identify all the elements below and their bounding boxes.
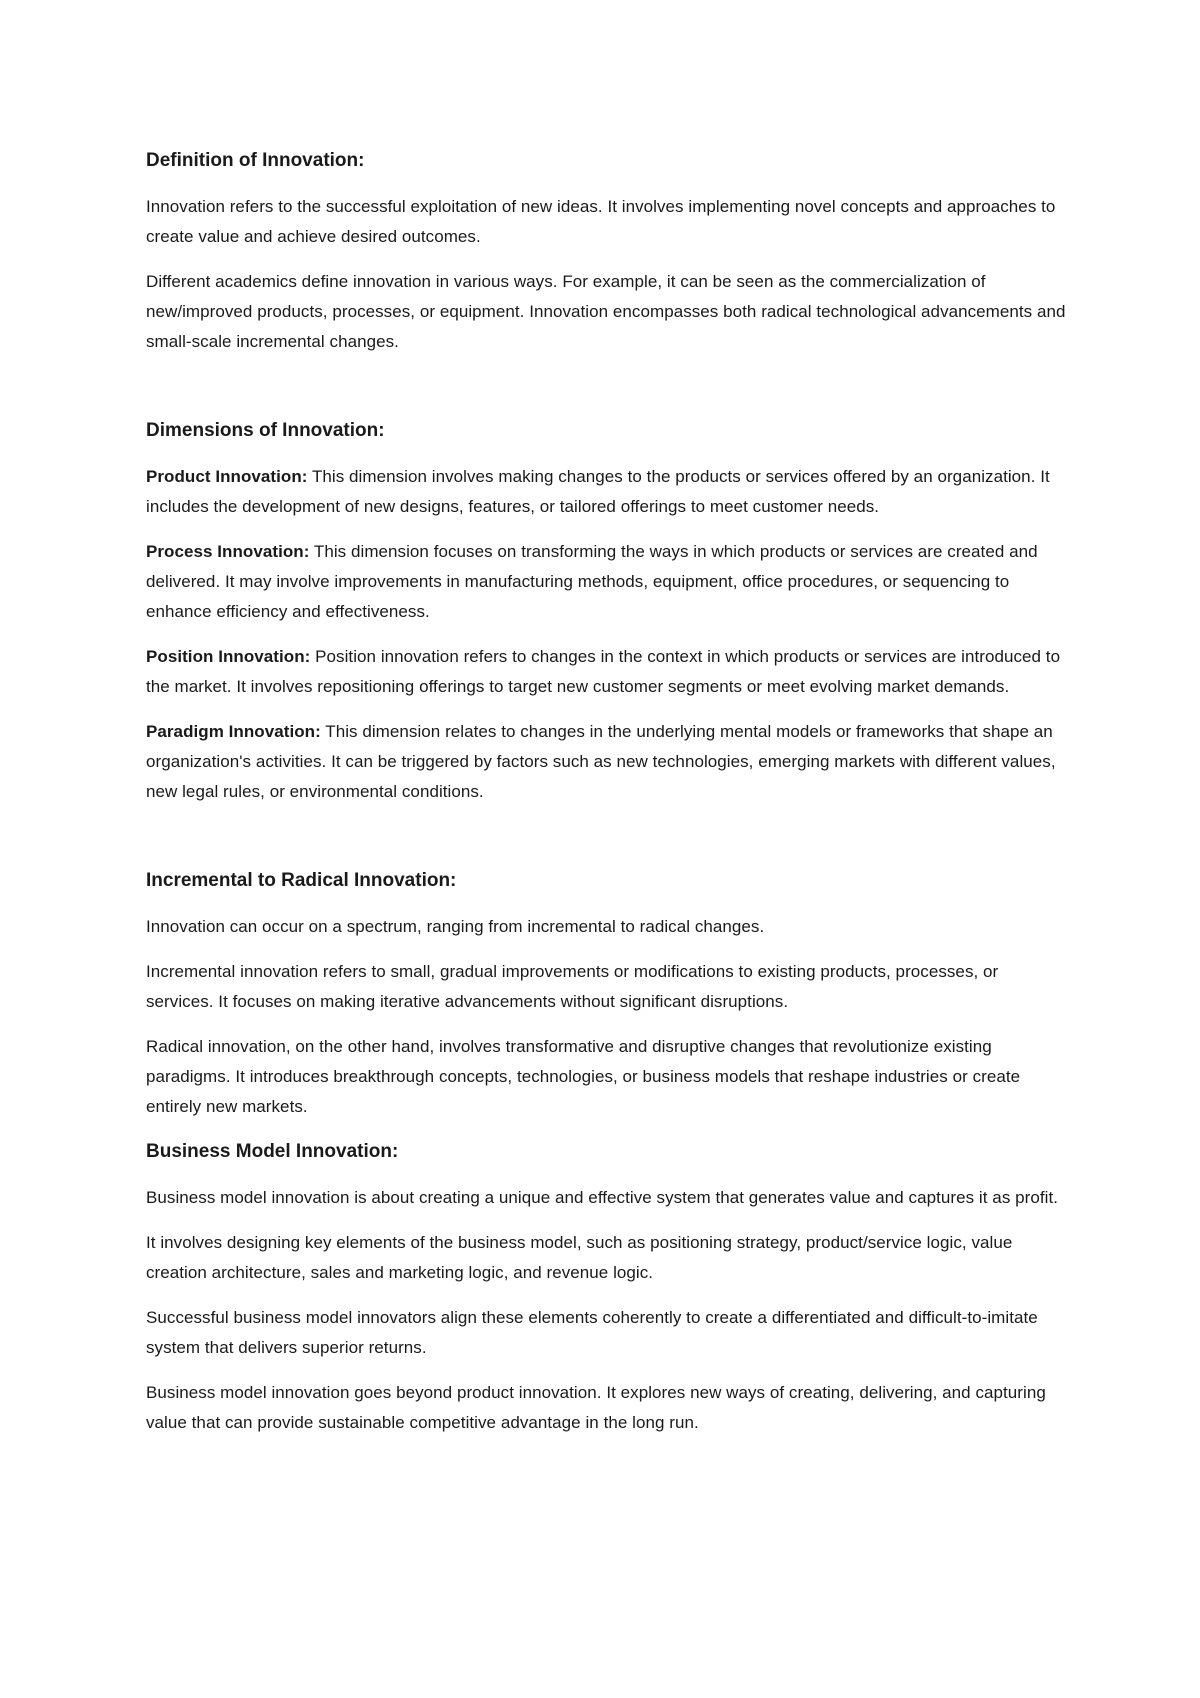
section-definition (146, 149, 1066, 357)
section-incremental (146, 869, 1066, 1122)
paragraph: Radical innovation, on the other hand, involves transformative and disruptive changes that revolutionize existing paradigms. It introduces breakthrough concepts, technologies, or business models that reshape industries or create entirely new markets. (146, 1037, 1021, 1116)
paragraph: Different academics define innovation in various ways. For example, it can be seen as the commercialization of new/improved products, processes, or equipment. Innovation encompasses both radical technological advancements and small-scale incremental changes. (146, 272, 1066, 351)
dimension-text: This dimension relates to changes in the underlying mental models or frameworks that shape an organization's activities. It can be triggered by factors such as new technologies, emerging markets with different values, new legal rules, or environmental conditions. (146, 722, 1056, 801)
dimension-label: Product Innovation: (146, 467, 308, 486)
dimension-text: This dimension involves making changes to the products or services offered by an organization. It includes the development of new designs, features, or tailored offerings to meet customer needs. (146, 467, 1050, 516)
dimension-paragraph (146, 462, 1066, 522)
paragraph: Successful business model innovators align these elements coherently to create a differentiated and difficult-to-imitate system that delivers superior returns. (146, 1308, 1038, 1357)
section-business-model (146, 1140, 1066, 1438)
section-heading: Incremental to Radical Innovation: (146, 870, 457, 891)
paragraph: Innovation refers to the successful exploitation of new ideas. It involves implementing novel concepts and approaches to create value and achieve desired outcomes. (146, 197, 1056, 246)
section-dimensions (146, 419, 1066, 807)
paragraph: Incremental innovation refers to small, gradual improvements or modifications to existing products, processes, or services. It focuses on making iterative advancements without significant disruptions. (146, 962, 999, 1011)
document-body (146, 149, 1066, 1453)
dimension-text: This dimension focuses on transforming the ways in which products or services are created and delivered. It may involve improvements in manufacturing methods, equipment, office procedures, or sequencing to enhance efficiency and effectiveness. (146, 542, 1038, 621)
section-heading: Dimensions of Innovation: (146, 420, 385, 441)
paragraph: Innovation can occur on a spectrum, ranging from incremental to radical changes. (146, 917, 765, 936)
paragraph: Business model innovation is about creating a unique and effective system that generates value and captures it as profit. (146, 1188, 1059, 1207)
dimension-paragraph (146, 642, 1066, 702)
dimension-label: Position Innovation: (146, 647, 311, 666)
section-spacer (146, 822, 1066, 869)
dimension-label: Paradigm Innovation: (146, 722, 321, 741)
dimension-paragraph (146, 717, 1066, 807)
dimension-label: Process Innovation: (146, 542, 310, 561)
paragraph: Business model innovation goes beyond product innovation. It explores new ways of creating, delivering, and capturing value that can provide sustainable competitive advantage in the long run. (146, 1383, 1046, 1432)
section-heading: Business Model Innovation: (146, 1141, 399, 1162)
section-heading: Definition of Innovation: (146, 150, 365, 171)
section-spacer (146, 372, 1066, 419)
dimension-paragraph (146, 537, 1066, 627)
dimension-text: Position innovation refers to changes in the context in which products or services are introduced to the market. It involves repositioning offerings to target new customer segments or meet evolving market demands. (146, 647, 1061, 696)
paragraph: It involves designing key elements of the business model, such as positioning strategy, product/service logic, value creation architecture, sales and marketing logic, and revenue logic. (146, 1233, 1013, 1282)
